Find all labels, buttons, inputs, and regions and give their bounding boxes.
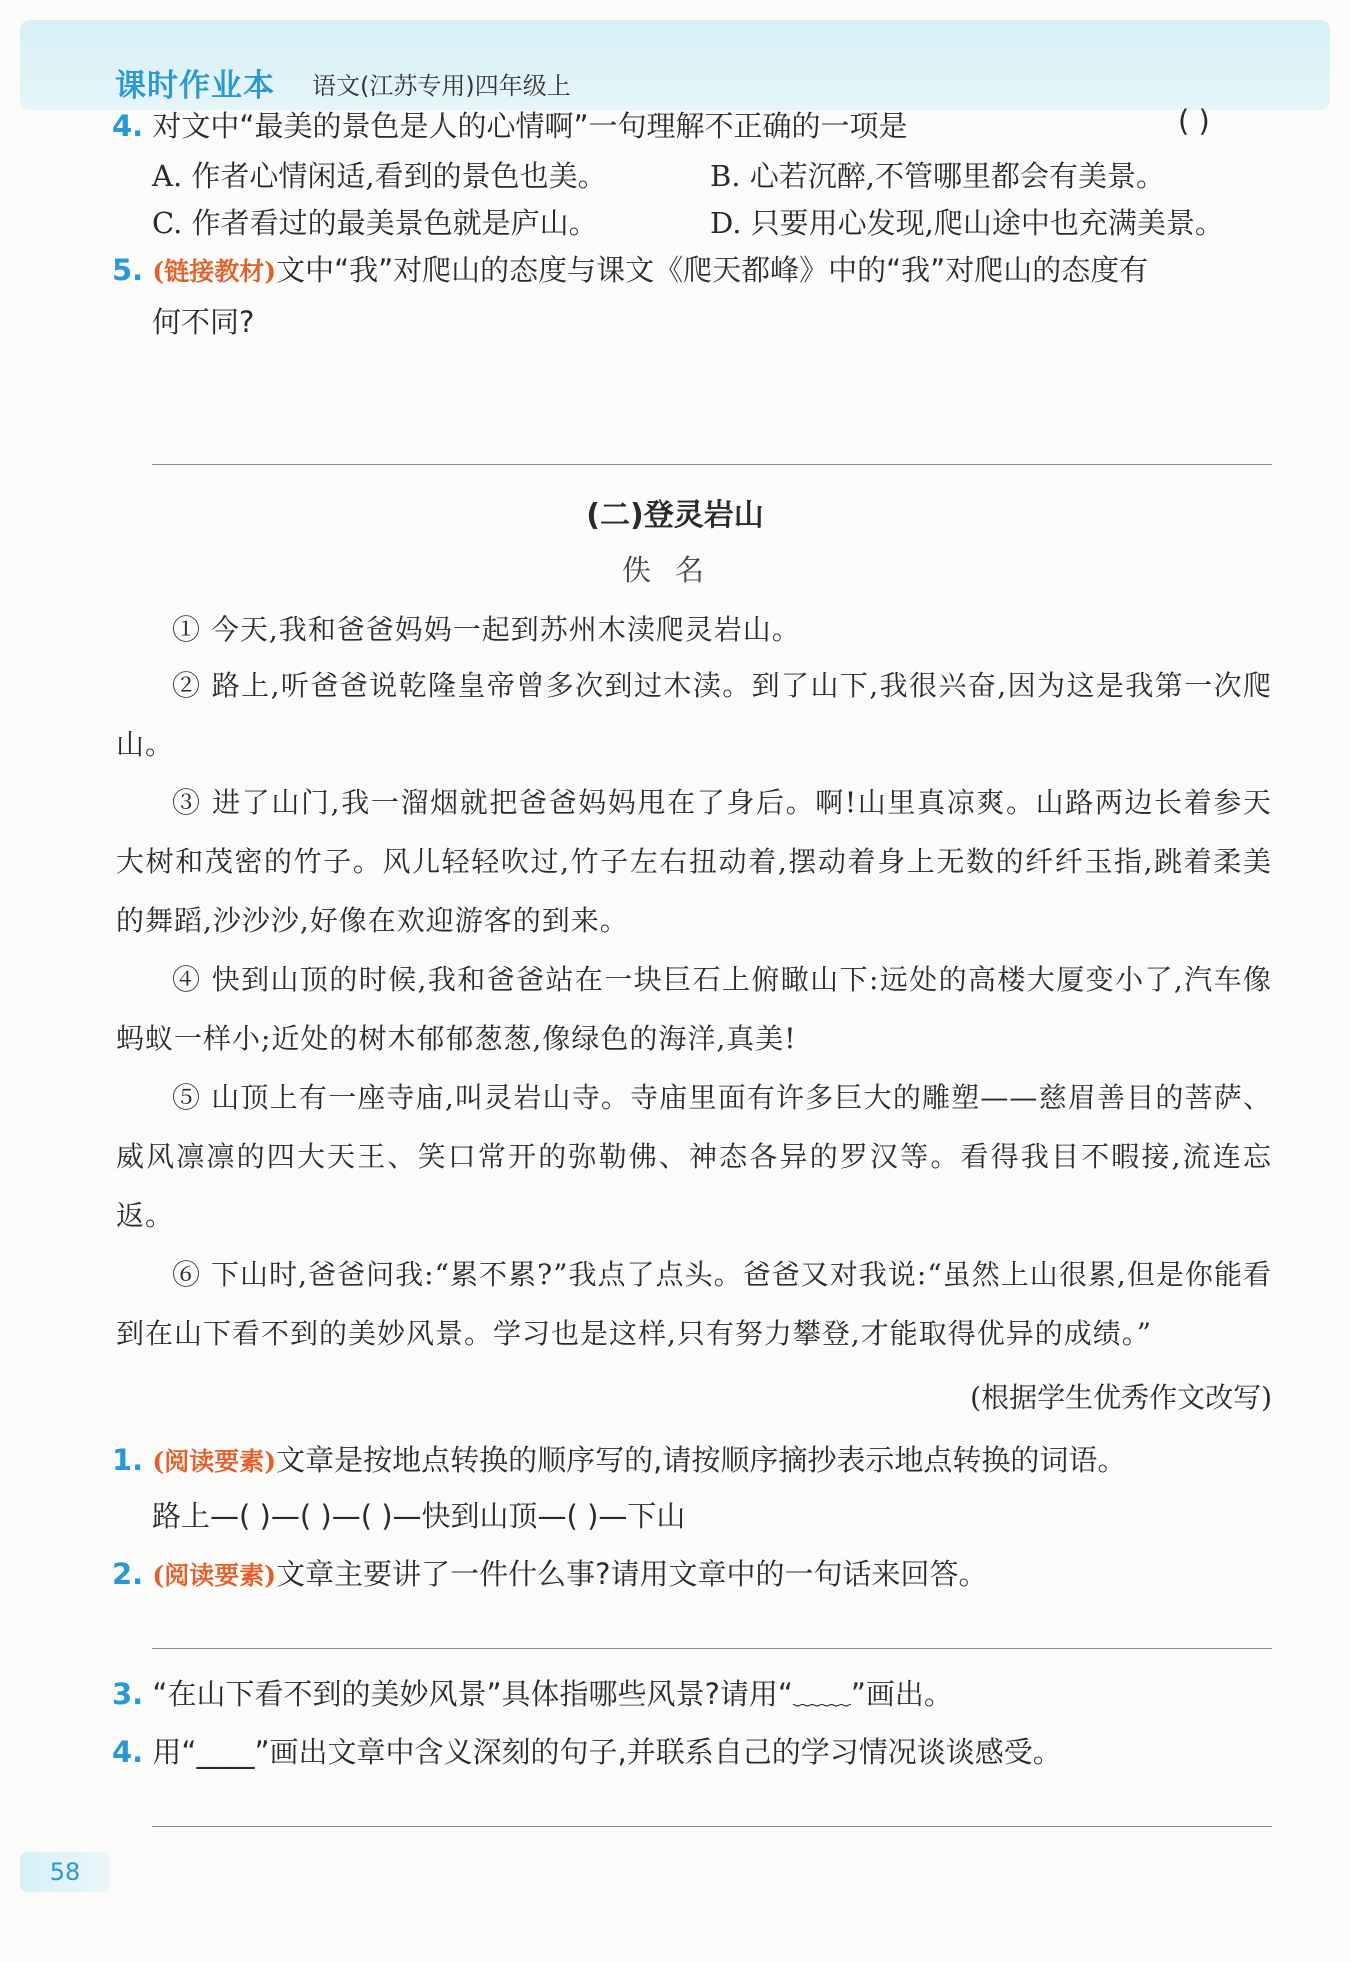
paragraph-5: ⑤ 山顶上有一座寺庙,叫灵岩山寺。寺庙里面有许多巨大的雕塑——慈眉善目的菩萨、威风凛凛的四大天王、笑口常开的弥勒佛、神态各异的罗汉等。看得我目不暇接,流连忘返。 <box>116 1081 1272 1232</box>
question-number: 2. <box>112 1557 144 1591</box>
article-title: (二)登灵岩山 <box>586 498 764 533</box>
question-tag: (链接教材) <box>152 257 277 286</box>
question-text: 文章主要讲了一件什么事?请用文章中的一句话来回答。 <box>276 1557 988 1591</box>
answer-line[interactable] <box>152 464 1272 465</box>
option-b[interactable]: B. 心若沉醉,不管哪里都会有美景。 <box>710 159 1165 193</box>
book-subject: 语文(江苏专用)四年级上 <box>312 72 571 100</box>
paragraph-1: ① 今天,我和爸爸妈妈一起到苏州木渎爬灵岩山。 <box>172 613 801 646</box>
question-number: 5. <box>112 253 144 287</box>
answer-blank[interactable]: ( ) <box>1178 104 1210 138</box>
paragraph-6: ⑥ 下山时,爸爸问我:“累不累?”我点了点头。爸爸又对我说:“虽然上山很累,但是你能看到在山下看不到的美妙风景。学习也是这样,只有努力攀登,才能取得优异的成绩。” <box>116 1258 1272 1350</box>
question-number: 1. <box>112 1443 144 1477</box>
question-tag: (阅读要素) <box>152 1447 277 1476</box>
question-3 <box>112 1672 953 1713</box>
question-text: 对文中“最美的景色是人的心情啊”一句理解不正确的一项是 <box>152 109 908 143</box>
question-number: 3. <box>112 1677 144 1711</box>
question-5 <box>112 248 1148 289</box>
question-1 <box>112 1438 1126 1479</box>
paragraph-4: ④ 快到山顶的时候,我和爸爸站在一块巨石上俯瞰山下:远处的高楼大厦变小了,汽车像蚂蚁一样小;近处的树木郁郁葱葱,像绿色的海洋,真美! <box>116 963 1272 1055</box>
paragraph-3: ③ 进了山门,我一溜烟就把爸爸妈妈甩在了身后。啊!山里真凉爽。山路两边长着参天大树和茂密的竹子。风儿轻轻吹过,竹子左右扭动着,摆动着身上无数的纤纤玉指,跳着柔美的舞蹈,沙沙沙,好像在欢迎游客的到来。 <box>116 786 1272 937</box>
answer-line[interactable] <box>152 1826 1272 1827</box>
option-c[interactable]: C. 作者看过的最美景色就是庐山。 <box>152 206 598 240</box>
question-number: 4. <box>112 1735 144 1769</box>
book-brand: 课时作业本 <box>115 68 275 104</box>
location-chain[interactable]: 路上—( )—( )—( )—快到山顶—( )—下山 <box>152 1499 686 1533</box>
answer-line[interactable] <box>152 1648 1272 1649</box>
question-text-cont: 何不同? <box>152 305 255 339</box>
question-4b <box>112 1730 1062 1771</box>
question-text: 文中“我”对爬山的态度与课文《爬天都峰》中的“我”对爬山的态度有 <box>276 253 1149 287</box>
question-text: “在山下看不到的美妙风景”具体指哪些风景?请用“﹏﹏”画出。 <box>152 1677 953 1711</box>
question-text: 用“____”画出文章中含义深刻的句子,并联系自己的学习情况谈谈感受。 <box>152 1735 1062 1769</box>
question-2 <box>112 1552 988 1593</box>
question-text: 文章是按地点转换的顺序写的,请按顺序摘抄表示地点转换的词语。 <box>276 1443 1127 1477</box>
article-source: (根据学生优秀作文改写) <box>970 1381 1272 1414</box>
question-4 <box>112 104 907 145</box>
article-author: 佚名 <box>621 553 728 587</box>
paragraph-2: ② 路上,听爸爸说乾隆皇帝曾多次到过木渎。到了山下,我很兴奋,因为这是我第一次爬山。 <box>116 669 1272 761</box>
option-a[interactable]: A. 作者心情闲适,看到的景色也美。 <box>152 159 607 193</box>
question-number: 4. <box>112 109 144 143</box>
question-tag: (阅读要素) <box>152 1561 277 1590</box>
page-number: 58 <box>20 1852 110 1892</box>
option-d[interactable]: D. 只要用心发现,爬山途中也充满美景。 <box>710 206 1224 240</box>
